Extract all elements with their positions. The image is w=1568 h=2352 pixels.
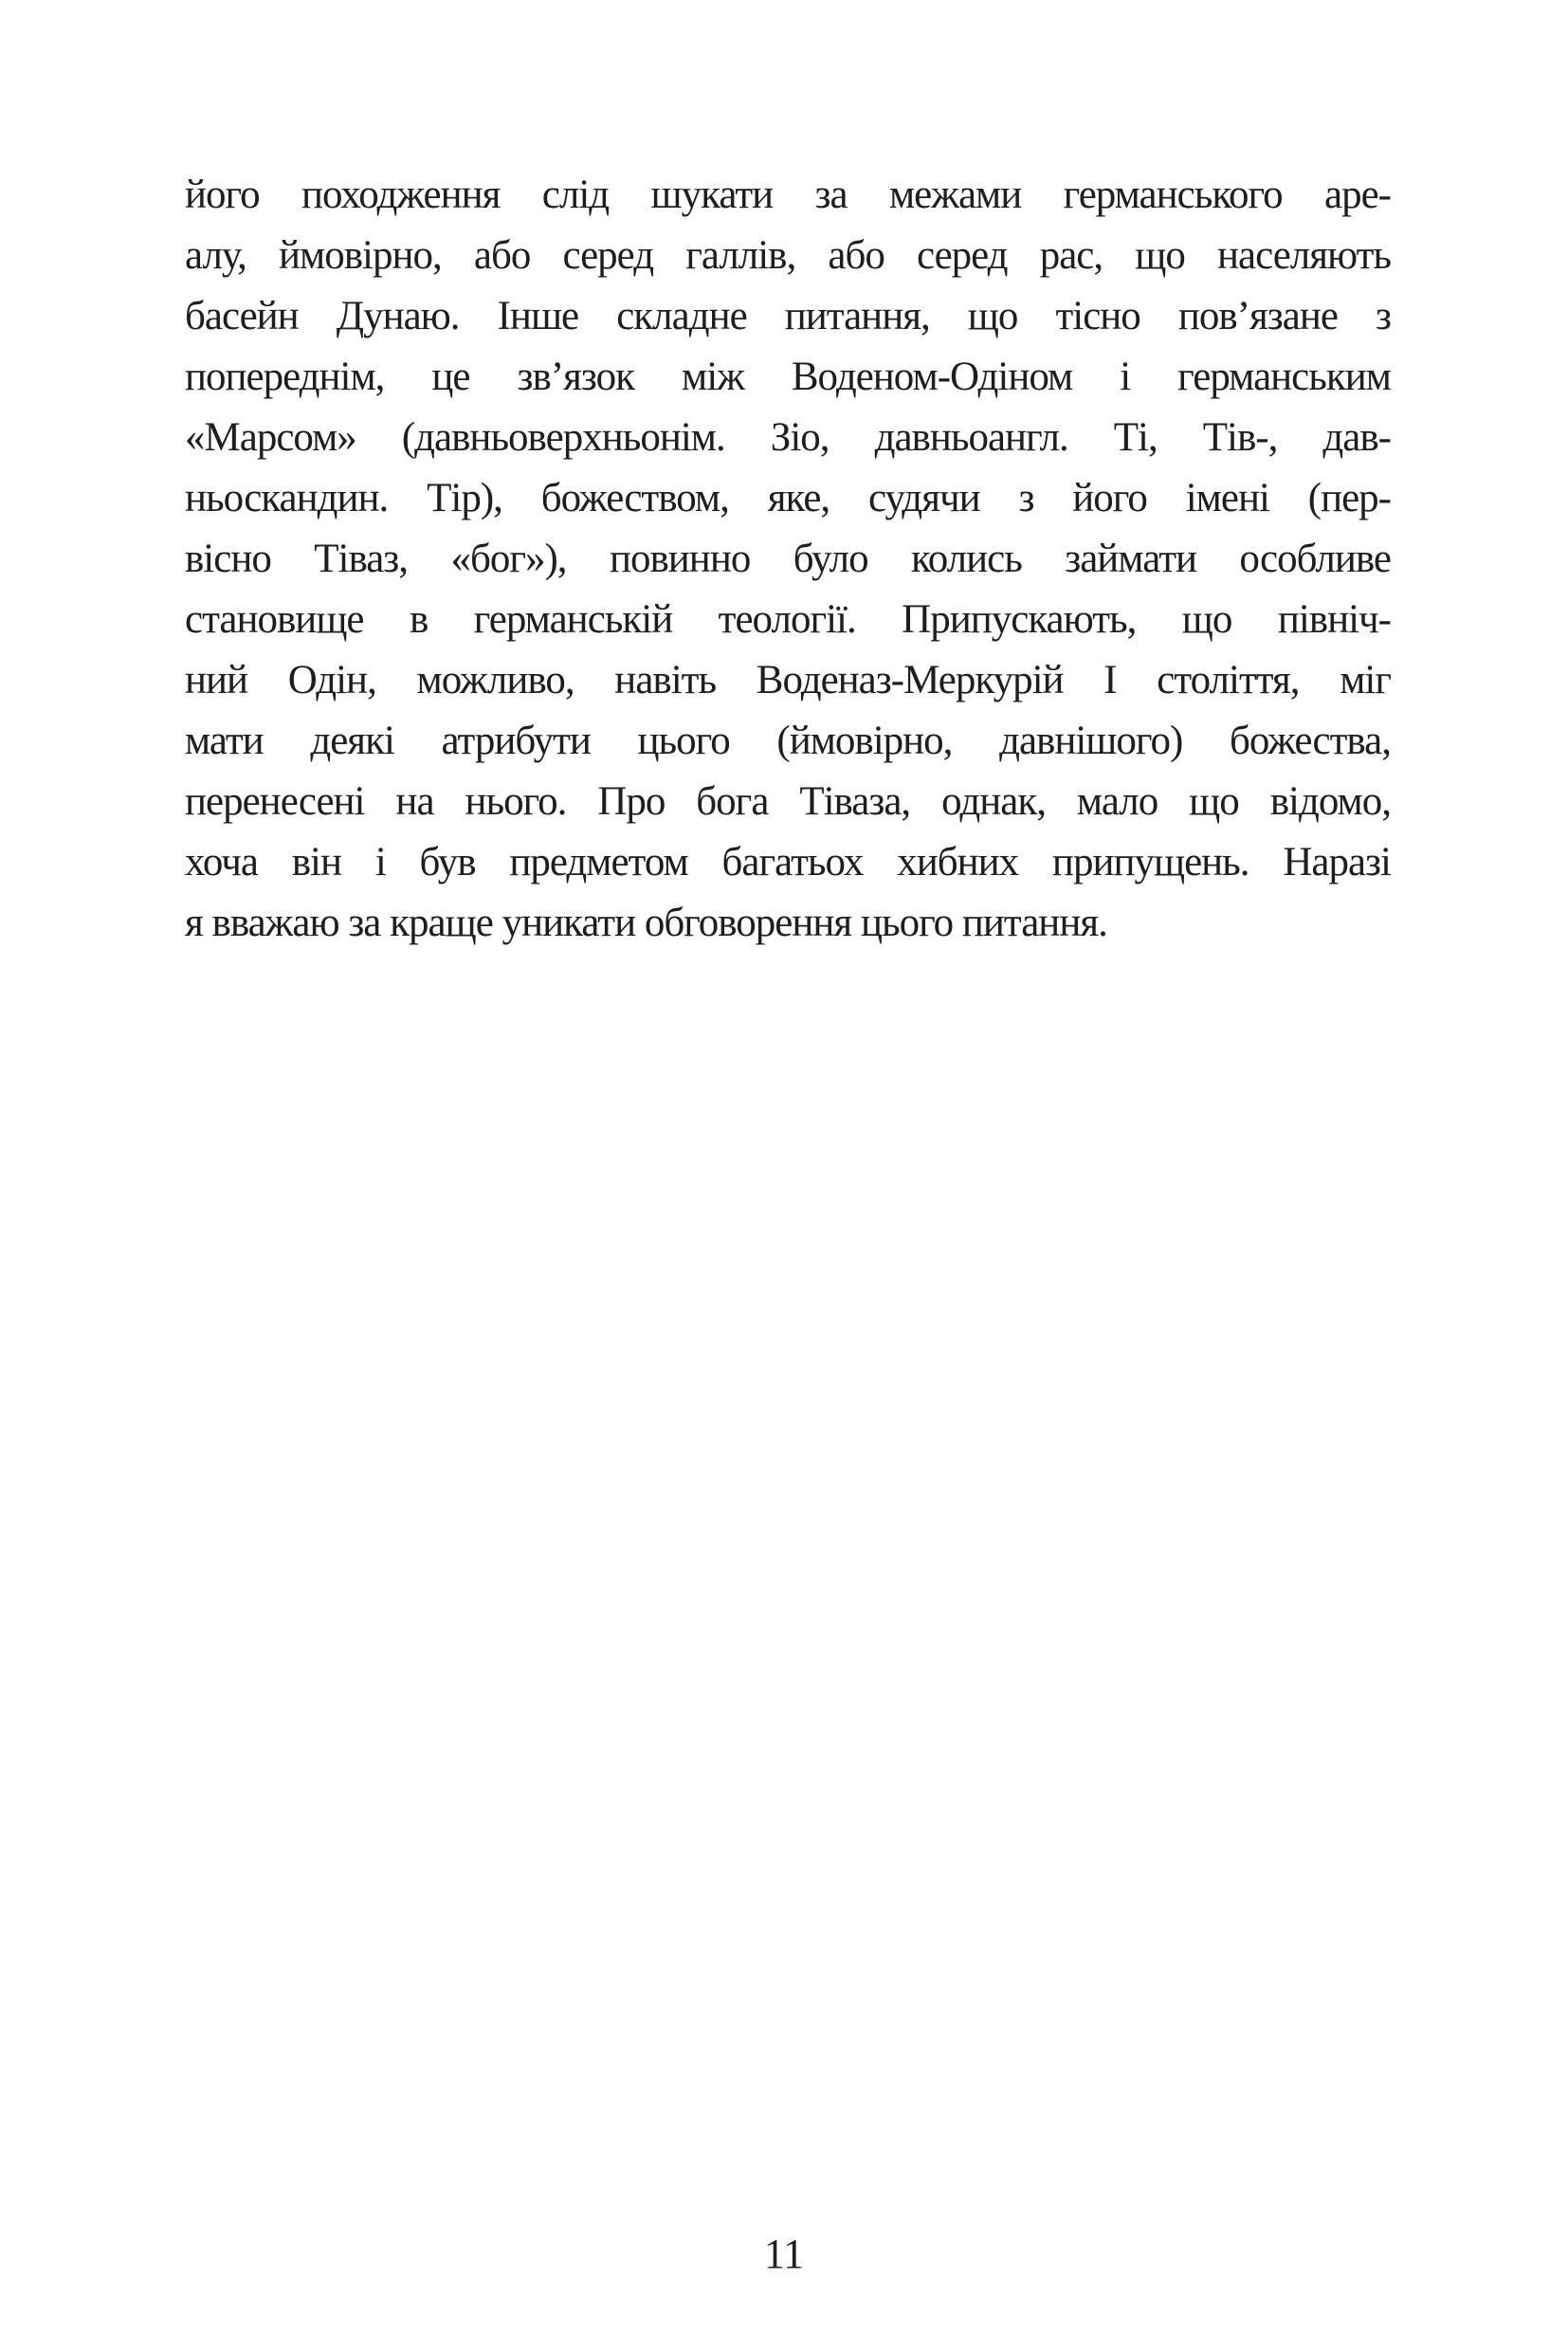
paragraph xyxy=(185,165,1391,954)
text-line: його походження слід шукати за межами германського аре- xyxy=(185,173,1391,217)
text-line: становище в германській теології. Припускають, що північ- xyxy=(185,597,1391,642)
page-number: 11 xyxy=(763,2231,805,2277)
text-line: «Марсом» (давньоверхньонім. Зіо, давньоангл. Ті, Тів-, дав- xyxy=(185,415,1391,460)
text-line: ньоскандин. Тір), божеством, яке, судячи з його імені (пер- xyxy=(185,476,1391,520)
text-line: вісно Тіваз, «бог»), повинно було колись займати особливе xyxy=(185,537,1391,581)
text-line: попереднім, це зв’язок між Воденом-Одіном і германським xyxy=(185,355,1391,399)
text-line: мати деякі атрибути цього (ймовірно, давнішого) божества, xyxy=(185,719,1391,763)
text-line: алу, ймовірно, або серед галлів, або серед рас, що населяють xyxy=(185,233,1391,278)
text-line: басейн Дунаю. Інше складне питання, що тісно пов’язане з xyxy=(185,294,1391,338)
text-line: хоча він і був предметом багатьох хибних припущень. Наразі xyxy=(185,840,1391,884)
text-line: ний Одін, можливо, навіть Воденаз-Меркурій І століття, міг xyxy=(185,658,1391,702)
text-line: перенесені на нього. Про бога Тіваза, однак, мало що відомо, xyxy=(185,779,1391,824)
text-line-last: я вважаю за краще уникати обговорення цього питання. xyxy=(185,901,1107,945)
